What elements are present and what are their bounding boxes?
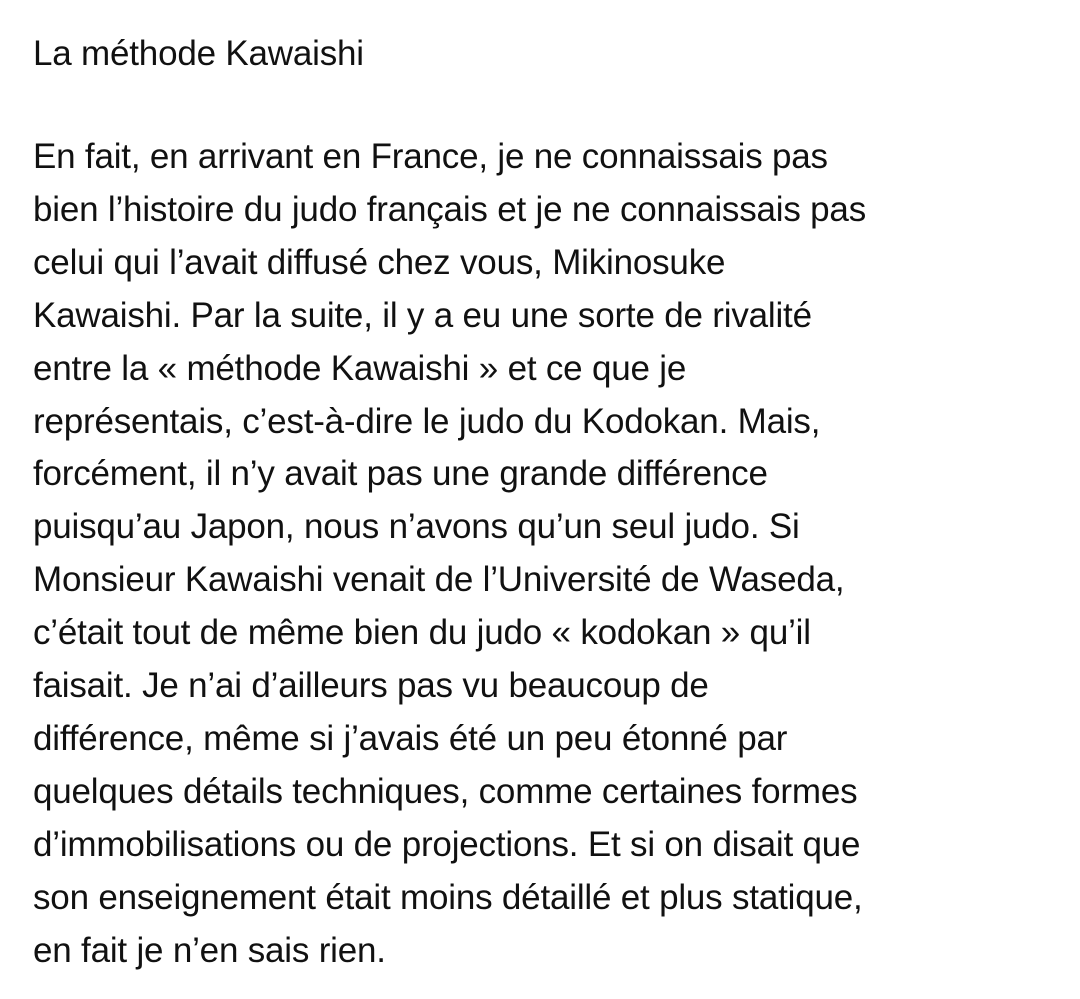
paragraph-line: En fait, en arrivant en France, je ne connaissais pas <box>33 137 828 176</box>
paragraph-line: faisait. Je n’ai d’ailleurs pas vu beaucoup de <box>33 666 709 706</box>
paragraph-line: Monsieur Kawaishi venait de l’Université de Waseda, <box>33 560 845 600</box>
paragraph-line: c’était tout de même bien du judo « kodokan » qu’il <box>33 613 811 653</box>
paragraph-line: bien l’histoire du judo français et je ne connaissais pas <box>33 189 866 229</box>
paragraph-line: son enseignement était moins détaillé et plus statique, <box>33 877 863 917</box>
paragraph-line: puisqu’au Japon, nous n’avons qu’un seul judo. Si <box>33 507 800 547</box>
body-paragraph <box>33 131 1050 978</box>
paragraph-line: Kawaishi. Par la suite, il y a eu une sorte de rivalité <box>33 295 812 335</box>
paragraph-line: forcément, il n’y avait pas une grande différence <box>33 454 768 494</box>
paragraph-line: entre la « méthode Kawaishi » et ce que je <box>33 348 687 388</box>
paragraph-line: d’immobilisations ou de projections. Et si on disait que <box>33 824 861 864</box>
paragraph-line: représentais, c’est-à-dire le judo du Kodokan. Mais, <box>33 401 821 441</box>
document-title: La méthode Kawaishi <box>33 34 364 73</box>
paragraph-line: en fait je n’en sais rien. <box>33 930 386 970</box>
paragraph-line: différence, même si j’avais été un peu étonné par <box>33 718 788 758</box>
paragraph-line: celui qui l’avait diffusé chez vous, Mikinosuke <box>33 242 726 282</box>
paragraph-line: quelques détails techniques, comme certaines formes <box>33 771 858 811</box>
